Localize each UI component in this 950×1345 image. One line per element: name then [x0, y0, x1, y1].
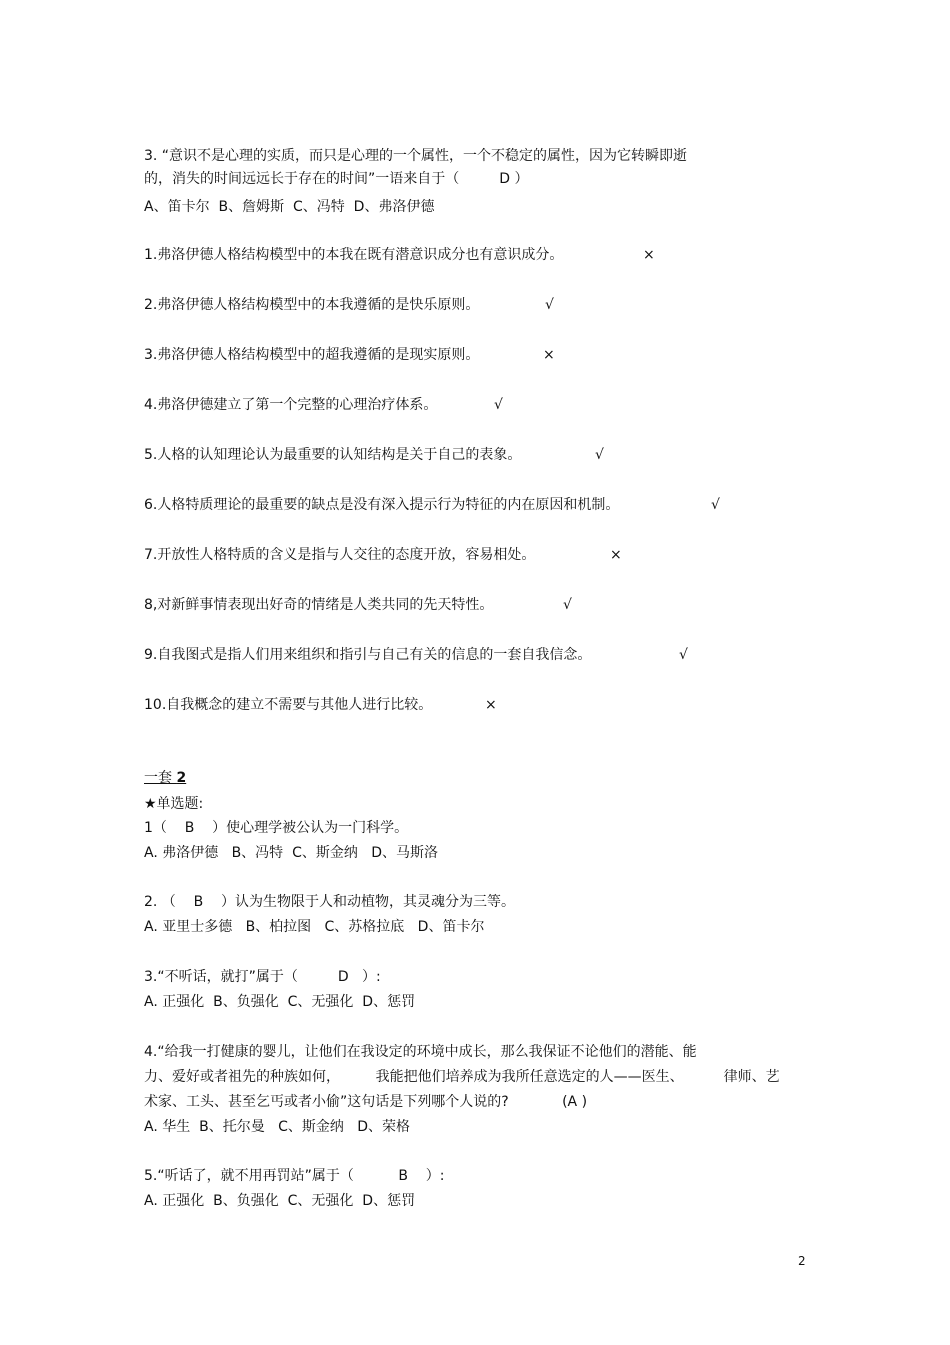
page-number: 2 [798, 1254, 806, 1268]
tf-item-8: 8,对新鲜事情表现出好奇的情绪是人类共同的先天特性。 [144, 597, 494, 613]
mc-question-4-line-3: 术家、工头、甚至乞丐或者小偷”这句话是下列哪个人说的? (A ) [144, 1094, 588, 1110]
question-3-line-2: 的，消失的时间远远长于存在的时间”一语来自于（ D ） [144, 171, 529, 187]
question-3-line-1: 3. “意识不是心理的实质，而只是心理的一个属性，一个不稳定的属性，因为它转瞬即逝 [144, 148, 688, 164]
mc-question-3: 3.“不听话，就打”属于（ D ）: [144, 969, 381, 985]
tf-item-9: 9.自我图式是指人们用来组织和指引与自己有关的信息的一套自我信念。 [144, 647, 592, 663]
mc-options-3: A. 正强化 B、负强化 C、无强化 D、惩罚 [144, 994, 416, 1010]
section-heading [144, 769, 186, 787]
tf-item-1: 1.弗洛伊德人格结构模型中的本我在既有潜意识成分也有意识成分。 [144, 247, 564, 263]
tf-mark-7: × [610, 547, 622, 563]
tf-item-2: 2.弗洛伊德人格结构模型中的本我遵循的是快乐原则。 [144, 297, 480, 313]
tf-item-4: 4.弗洛伊德建立了第一个完整的心理治疗体系。 [144, 397, 438, 413]
mc-question-2: 2. （ B ）认为生物限于人和动植物，其灵魂分为三等。 [144, 894, 516, 910]
mc-options-1: A. 弗洛伊德 B、冯特 C、斯金纳 D、马斯洛 [144, 845, 438, 861]
mc-question-4-line-1: 4.“给我一打健康的婴儿，让他们在我设定的环境中成长，那么我保证不论他们的潜能、能 [144, 1044, 697, 1060]
tf-mark-5: √ [595, 447, 604, 463]
single-choice-label: ★单选题: [144, 796, 204, 812]
tf-mark-9: √ [679, 647, 688, 663]
tf-item-6: 6.人格特质理论的最重要的缺点是没有深入提示行为特征的内在原因和机制。 [144, 497, 620, 513]
tf-mark-3: × [543, 347, 555, 363]
tf-item-10: 10.自我概念的建立不需要与其他人进行比较。 [144, 697, 433, 713]
mc-question-1: 1（ B ）使心理学被公认为一门科学。 [144, 820, 409, 836]
section-number: 2 [176, 770, 187, 786]
mc-options-4: A. 华生 B、托尔曼 C、斯金纳 D、荣格 [144, 1119, 410, 1135]
mc-options-2: A. 亚里士多德 B、柏拉图 C、苏格拉底 D、笛卡尔 [144, 919, 485, 935]
section-title: 一套 [144, 770, 177, 786]
tf-mark-1: × [643, 247, 655, 263]
mc-options-5: A. 正强化 B、负强化 C、无强化 D、惩罚 [144, 1193, 416, 1209]
tf-item-3: 3.弗洛伊德人格结构模型中的超我遵循的是现实原则。 [144, 347, 480, 363]
tf-item-5: 5.人格的认知理论认为最重要的认知结构是关于自己的表象。 [144, 447, 522, 463]
mc-question-4-line-2: 力、爱好或者祖先的种族如何， 我能把他们培养成为我所任意选定的人——医生、 律师、艺 [144, 1069, 780, 1085]
question-3-options: A、笛卡尔 B、詹姆斯 C、冯特 D、弗洛伊德 [144, 199, 435, 215]
tf-mark-2: √ [545, 297, 554, 313]
tf-mark-8: √ [563, 597, 572, 613]
tf-item-7: 7.开放性人格特质的含义是指与人交往的态度开放，容易相处。 [144, 547, 536, 563]
tf-mark-10: × [485, 697, 497, 713]
tf-mark-4: √ [494, 397, 503, 413]
tf-mark-6: √ [711, 497, 720, 513]
mc-question-5: 5.“听话了，就不用再罚站”属于（ B ）: [144, 1168, 445, 1184]
